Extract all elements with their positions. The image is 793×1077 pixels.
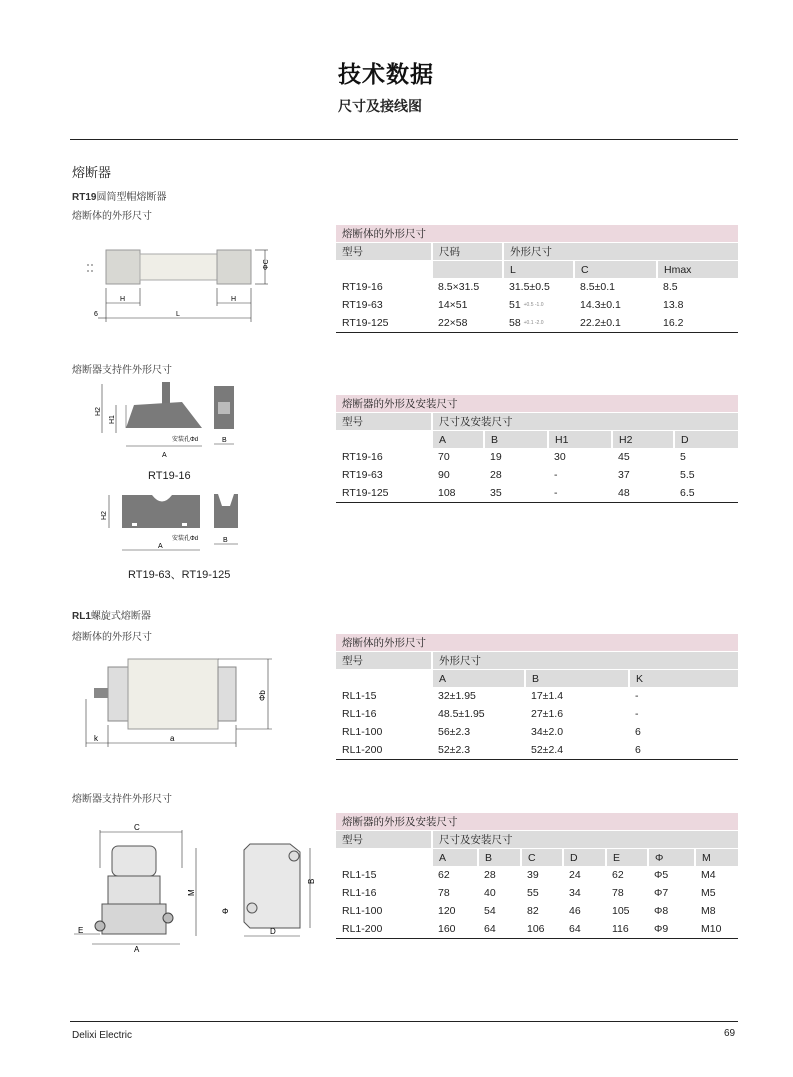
rl1-t2-sub: D [563,849,606,867]
cell: RT19-63 [342,469,383,481]
cell: 52±2.3 [432,741,525,760]
cell: 22×58 [432,314,503,333]
rl1-label-a: a [170,734,175,743]
cell: 62 [612,869,624,881]
tolerance: +0.5 -1.0 [523,301,544,308]
rl1-label-k: k [94,734,98,743]
rt19-label-c: ΦC [263,259,270,270]
rl1-t2-head-dim: 尺寸及安装尺寸 [432,831,738,849]
rl1-holder-table [336,813,738,939]
rl1-label-phib: Φb [258,690,267,701]
footer-rule [70,1021,738,1022]
rt19-heading [72,188,166,203]
cell: 37 [618,469,630,481]
rl1-t1-sub: A [432,670,525,688]
cell: 64 [563,920,606,939]
page-subtitle: 尺寸及接线图 [338,99,422,115]
rl1-heading [72,607,151,622]
rt19-label-h2: H2 [95,407,102,416]
tolerance: +0.1 -2.0 [523,319,544,326]
rl1-label-phi: Φ [222,907,229,916]
cell: RL1-100 [342,905,383,917]
rl1-t1-sub: B [525,670,629,688]
rl1-label-d: D [270,927,276,936]
cell: 105 [612,905,630,917]
rl1-t1-title: 熔断体的外形尺寸 [336,634,738,652]
cell: Φ8 [654,905,669,917]
rt19-63-125-caption: RT19-63、RT19-125 [128,569,231,581]
cell: 28 [484,869,496,881]
rt19-t2-sub: H2 [612,431,674,449]
rl1-name: 螺旋式熔断器 [90,611,151,622]
cell: M4 [701,869,716,881]
rl1-holder-caption: 熔断器支持件外形尺寸 [72,794,172,805]
rl1-t1-head-model: 型号 [336,652,432,670]
table-row [336,314,738,333]
cell: M10 [695,920,738,939]
cell: 6 [629,741,738,760]
cell: RT19-16 [342,281,383,293]
cell: - [548,484,612,503]
cell: 78 [612,887,624,899]
rt19-t1-sub-l: L [503,261,574,279]
cell-value: 51 [509,299,521,311]
rt19-label-h-right: H [231,296,237,303]
cell: 22.2±0.1 [574,314,657,333]
rl1-t2-sub: E [606,849,648,867]
cell: 8.5 [663,281,678,293]
rl1-label-m: M [187,889,196,896]
cell: 14.3±0.1 [580,299,621,311]
rt19-holder-table [336,395,738,503]
rt19-t1-head-size: 尺码 [432,243,503,261]
cell-value: 58 [509,317,521,329]
cell: RL1-16 [342,708,377,720]
rl1-label-c: C [134,823,140,832]
table-row [336,920,738,939]
rt19-t1-sub-h: Hmax [657,261,738,279]
cell: 48.5±1.95 [438,708,485,720]
cell: 40 [484,887,496,899]
rt19-label-hole-b: 安装孔Φd [172,536,199,542]
rt19-63-125-holder-drawing [82,490,252,560]
rt19-t2-sub: B [484,431,548,449]
table-row [336,278,738,296]
cell: - [635,708,639,720]
cell: RT19-16 [342,451,383,463]
rt19-body-table [336,225,738,333]
rt19-model: RT19 [72,192,97,203]
table-row [336,723,738,741]
cell: 32±1.95 [438,690,476,702]
rl1-label-b: B [307,878,316,884]
table-row [336,741,738,760]
cell: 70 [438,451,450,463]
section-title: 熔断器 [72,166,112,181]
cell: 24 [569,869,581,881]
cell: 5.5 [680,469,695,481]
rt19-t2-sub: D [674,431,738,449]
cell: 78 [438,887,450,899]
cell [503,314,574,333]
rt19-t2-sub: H1 [548,431,612,449]
rl1-t2-head-model: 型号 [336,831,432,849]
cell: 46 [569,905,581,917]
table-row [336,466,738,484]
rl1-fuse-body-drawing [82,655,282,750]
rt19-t2-head-model: 型号 [336,413,432,431]
cell: 35 [484,484,548,503]
rt19-label-a: A [162,452,167,459]
cell: 116 [606,920,648,939]
cell: 52±2.4 [525,741,629,760]
cell: 8.5±0.1 [580,281,615,293]
cell: 16.2 [657,314,738,333]
cell: 64 [478,920,521,939]
rt19-16-holder-drawing [82,380,252,460]
cell: 34 [569,887,581,899]
cell: 34±2.0 [531,726,564,738]
rt19-t1-head-model: 型号 [336,243,432,261]
rl1-body-caption: 熔断体的外形尺寸 [72,632,152,643]
rt19-label-h-left: H [120,296,126,303]
rl1-holder-drawing [72,818,322,953]
rt19-label-b: B [222,437,227,444]
rl1-body-table [336,634,738,760]
cell: 39 [527,869,539,881]
rl1-t1-head-dim: 外形尺寸 [432,652,738,670]
cell: RL1-15 [342,869,377,881]
cell: 48 [612,484,674,503]
rt19-t2-sub: A [432,431,484,449]
rt19-t2-title: 熔断器的外形及安装尺寸 [336,395,738,413]
cell: 54 [484,905,496,917]
table-row [336,296,738,314]
cell: 55 [527,887,539,899]
cell: 160 [432,920,478,939]
rl1-label-aa: A [134,945,140,953]
cell: 6.5 [674,484,738,503]
cell: 82 [527,905,539,917]
page-number: 69 [724,1028,736,1039]
rt19-label-l: L [176,311,180,318]
rt19-label-b-b: B [223,537,228,544]
cell [503,296,574,314]
cell: RL1-200 [336,741,432,760]
cell: 17±1.4 [531,690,564,702]
rl1-t2-title: 熔断器的外形及安装尺寸 [336,813,738,831]
rt19-label-a-b: A [158,543,163,550]
cell: 27±1.6 [531,708,564,720]
rt19-body-caption: 熔断体的外形尺寸 [72,211,152,222]
cell: Φ9 [648,920,695,939]
cell: 6 [635,726,641,738]
rt19-t1-title: 熔断体的外形尺寸 [336,225,738,243]
cell: 5 [680,451,686,463]
cell: 106 [521,920,563,939]
cell: - [554,469,558,481]
rt19-holder-caption: 熔断器支持件外形尺寸 [72,365,172,376]
rl1-t2-sub: A [432,849,478,867]
rl1-t1-sub: K [629,670,738,688]
cell: M8 [701,905,716,917]
rl1-t2-sub: C [521,849,563,867]
rt19-t2-head-dim: 尺寸及安装尺寸 [432,413,738,431]
cell: RL1-15 [342,690,377,702]
cell: 28 [490,469,502,481]
cell: RT19-63 [342,299,383,311]
cell: RT19-125 [336,314,432,333]
cell: RL1-16 [342,887,377,899]
table-row [336,687,738,705]
cell: RL1-200 [336,920,432,939]
rl1-t2-sub: Φ [648,849,695,867]
rt19-label-hole: 安装孔Φd [172,437,199,443]
cell: 56±2.3 [438,726,471,738]
cell: - [635,690,639,702]
cell: 30 [554,451,566,463]
cell: Φ7 [654,887,669,899]
cell: 90 [438,469,450,481]
rt19-label-h1: H1 [109,415,116,424]
footer-brand: Delixi Electric [72,1030,133,1041]
cell: RL1-100 [342,726,383,738]
rt19-t1-head-dim: 外形尺寸 [503,243,738,261]
rt19-t1-sub-c: C [574,261,657,279]
header-rule [70,139,738,140]
rl1-t2-sub: B [478,849,521,867]
cell: 45 [618,451,630,463]
cell: 14×51 [438,299,468,311]
table-row [336,448,738,466]
rl1-t2-sub: M [695,849,738,867]
table-row [336,484,738,503]
table-row [336,866,738,884]
cell: 108 [432,484,484,503]
rl1-model: RL1 [72,611,91,622]
cell: 8.5×31.5 [438,281,480,293]
rt19-name: 圆筒型帽熔断器 [96,192,167,203]
cell: 62 [438,869,450,881]
cell: 120 [438,905,456,917]
cell: 13.8 [663,299,684,311]
rl1-label-e: E [78,926,84,935]
cell: Φ5 [654,869,669,881]
table-row [336,902,738,920]
cell: M5 [701,887,716,899]
cell: 19 [490,451,502,463]
cell: 31.5±0.5 [509,281,550,293]
rt19-label-6: 6 [94,311,98,318]
table-row [336,884,738,902]
rt19-label-h2-b: H2 [101,511,108,520]
rt19-16-caption: RT19-16 [148,470,191,482]
cell: RT19-125 [336,484,432,503]
rt19-fuse-body-drawing [82,240,282,325]
page-title: 技术数据 [338,62,434,88]
table-row [336,705,738,723]
